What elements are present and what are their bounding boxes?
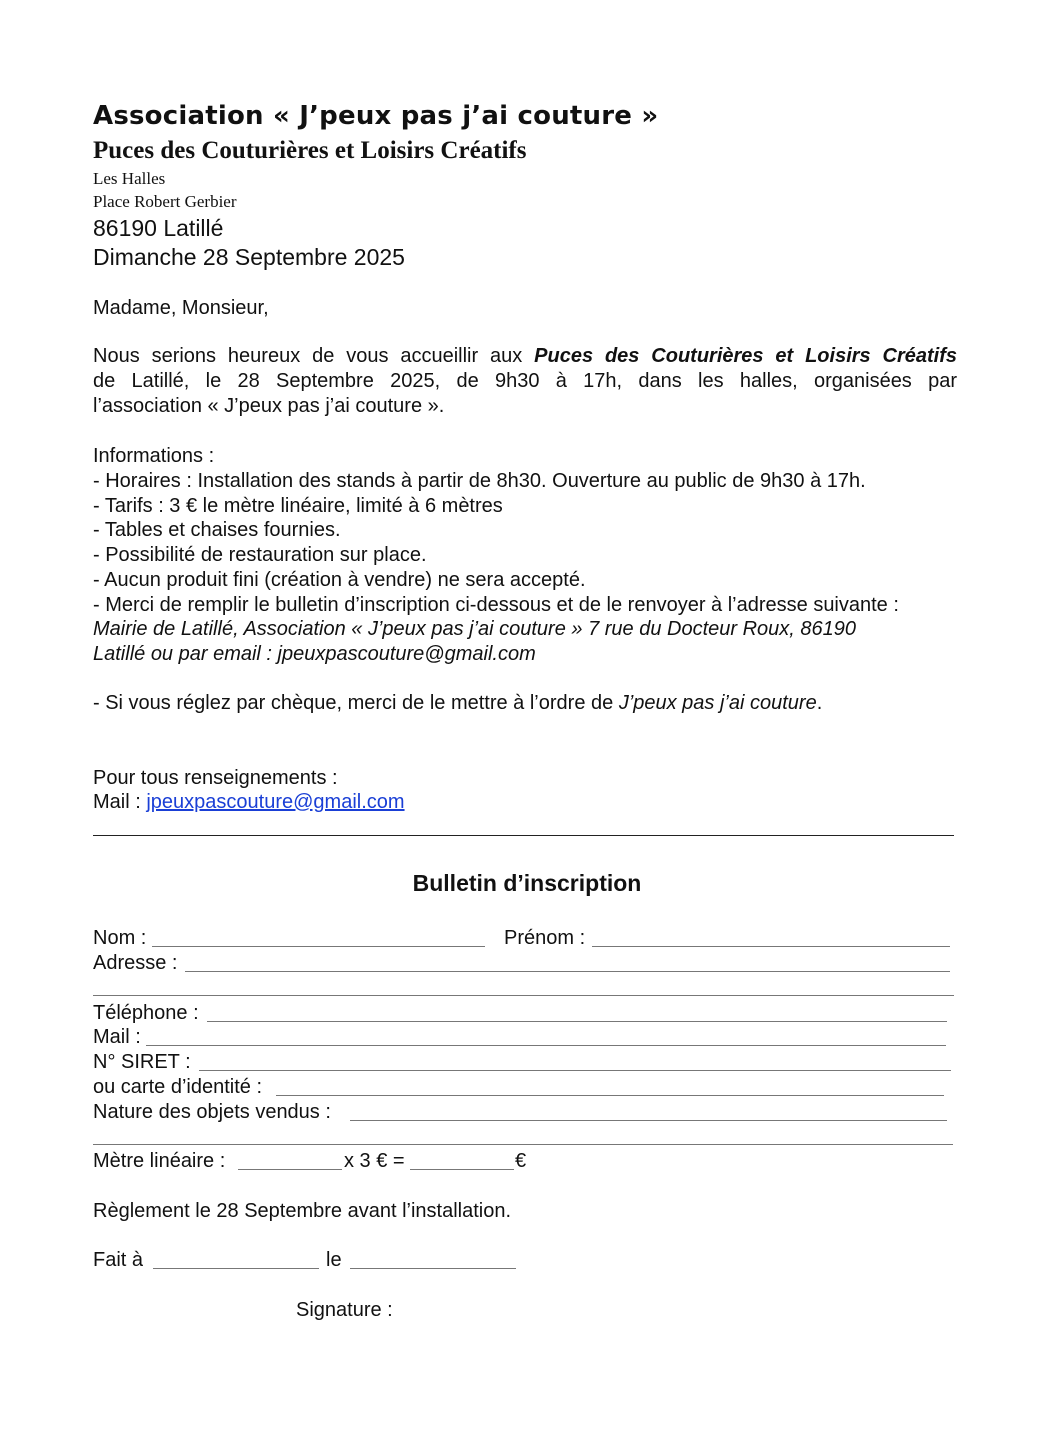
form-title: Bulletin d’inscription [412,870,642,896]
event-title: Puces des Couturières et Loisirs Créatifs [93,137,527,164]
city: 86190 Latillé [93,215,224,241]
intro-paragraph [93,344,957,419]
nature-field[interactable] [350,1120,947,1121]
event-date: Dimanche 28 Septembre 2025 [93,244,405,270]
id-card-label: ou carte d’identité : [93,1076,262,1098]
nature-field-line-2[interactable] [93,1144,953,1145]
adresse-field[interactable] [185,971,950,972]
adresse-field-line-2[interactable] [93,995,954,996]
intro-line-1 [93,344,957,369]
cheque-note-end: . [816,692,823,714]
contact-title: Pour tous renseignements : [93,767,338,789]
cheque-note [93,691,822,715]
info-item-hours: - Horaires : Installation des stands à partir de 8h30. Ouverture au public de 9h30 à 17h. [93,470,866,492]
info-item-no-finished-products: - Aucun produit fini (création à vendre) ne sera accepté. [93,569,586,591]
signature-label: Signature : [296,1299,393,1321]
siret-label: N° SIRET : [93,1051,191,1073]
mailing-address-line-1: Mairie de Latillé, Association « J’peux pas j’ai couture » 7 rue du Docteur Roux, 86190 [93,618,857,640]
info-item-tables: - Tables et chaises fournies. [93,519,341,541]
intro-line-3: l’association « J’peux pas j’ai couture ». [93,395,445,417]
info-item-send-form: - Merci de remplir le bulletin d’inscription ci-dessous et de le renvoyer à l’adresse suivante : [93,594,899,616]
info-item-prices: - Tarifs : 3 € le mètre linéaire, limité à 6 mètres [93,495,503,517]
intro-start: Nous serions heureux de vous accueillir aux [93,345,535,367]
le-label: le [326,1249,342,1271]
siret-field[interactable] [199,1070,951,1071]
currency-symbol: € [515,1150,527,1172]
multiplier-label: x 3 € = [344,1150,405,1172]
metre-field[interactable] [238,1169,342,1170]
info-item-food: - Possibilité de restauration sur place. [93,544,427,566]
metre-label: Mètre linéaire : [93,1150,226,1172]
intro-line-2: de Latillé, le 28 Septembre 2025, de 9h30 à 17h, dans les halles, organisées par [93,370,957,392]
nom-label: Nom : [93,927,147,949]
fait-label: Fait à [93,1249,144,1271]
prenom-label: Prénom : [504,927,586,949]
nom-field[interactable] [152,946,485,947]
greeting: Madame, Monsieur, [93,297,269,319]
mail-label: Mail : [93,1026,141,1048]
adresse-label: Adresse : [93,952,178,974]
cheque-payee: J’peux pas j’ai couture [618,692,817,714]
payment-note: Règlement le 28 Septembre avant l’installation. [93,1200,512,1222]
cheque-note-text: - Si vous réglez par chèque, merci de le mettre à l’ordre de [93,692,619,714]
info-title: Informations : [93,445,215,467]
date-field[interactable] [350,1268,516,1269]
section-divider [93,835,954,836]
nature-label: Nature des objets vendus : [93,1101,331,1123]
total-field[interactable] [410,1169,514,1170]
association-name: Association « J’peux pas j’ai couture » [93,101,659,131]
contact-mail-label: Mail : [93,791,147,813]
mail-field[interactable] [146,1045,946,1046]
contact-email-link[interactable]: jpeuxpascouture@gmail.com [146,791,405,813]
telephone-field[interactable] [207,1021,947,1022]
address-line-1: Les Halles [93,169,166,188]
mailing-address-line-2: Latillé ou par email : jpeuxpascouture@gmail.com [93,643,536,665]
prenom-field[interactable] [592,946,950,947]
telephone-label: Téléphone : [93,1002,199,1024]
intro-event-name: Puces des Couturières et Loisirs Créatifs [534,345,958,367]
fait-field[interactable] [153,1268,319,1269]
address-line-2: Place Robert Gerbier [93,192,237,211]
contact-mail [93,790,405,814]
id-card-field[interactable] [276,1095,944,1096]
